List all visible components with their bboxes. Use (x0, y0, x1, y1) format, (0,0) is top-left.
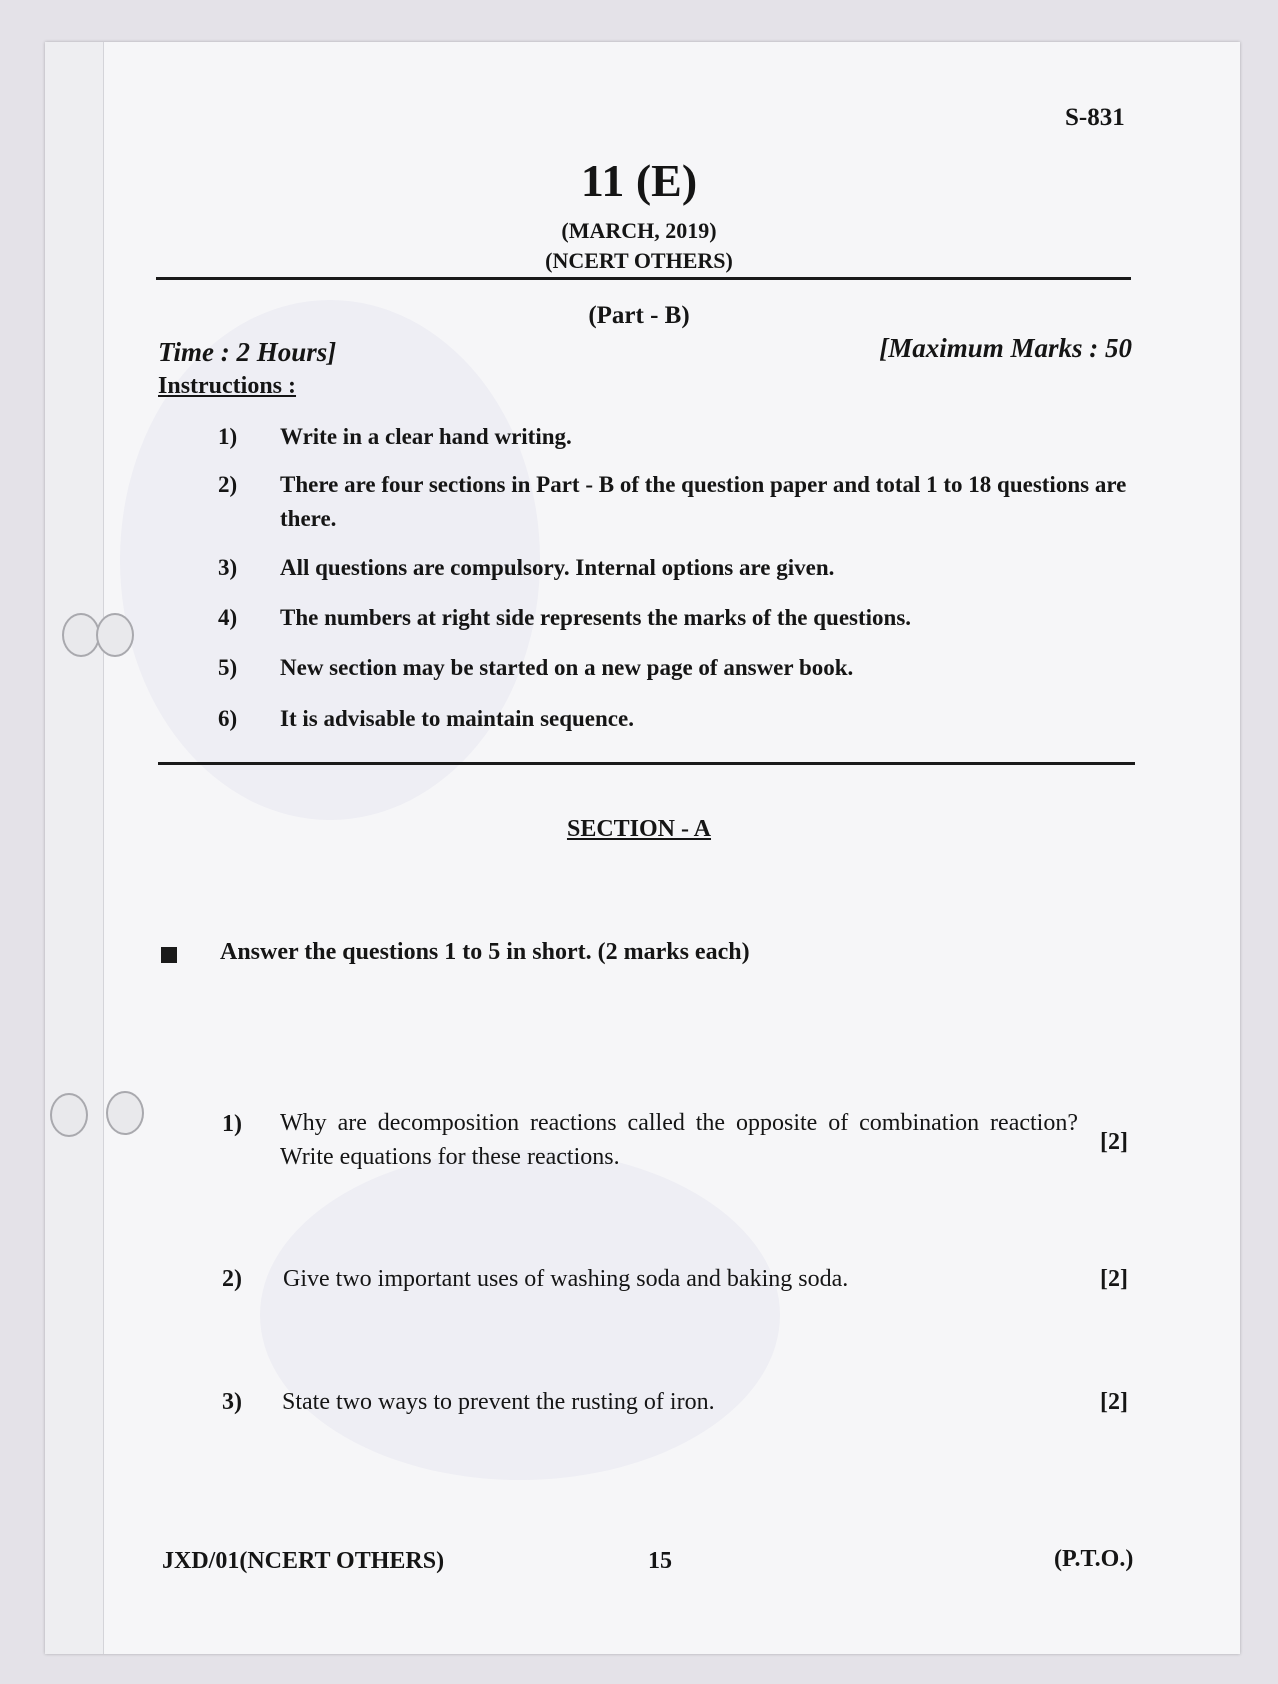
please-turn-over: (P.T.O.) (1054, 1546, 1134, 1572)
instructions-heading: Instructions : (158, 373, 297, 399)
instruction-text: New section may be started on a new page of answer book. (280, 655, 854, 680)
time-allowed: Time : 2 Hours] (158, 337, 337, 367)
instruction-number: 6) (218, 706, 238, 731)
header-divider (156, 277, 1131, 280)
question-text: Why are decomposition reactions called the opposite of combination reaction? Write equations for these reactions. (280, 1110, 1078, 1170)
exam-board: (NCERT OTHERS) (545, 248, 733, 273)
question-marks: [2] (1100, 1129, 1128, 1155)
punch-hole (106, 1091, 144, 1135)
question-text: Give two important uses of washing soda and baking soda. (283, 1266, 849, 1292)
part-label: (Part - B) (588, 302, 690, 329)
bullet-square-icon (161, 947, 177, 963)
instruction-number: 5) (218, 655, 238, 680)
page-number: 15 (648, 1548, 672, 1574)
question-text: State two ways to prevent the rusting of iron. (282, 1389, 715, 1415)
paper-code: S-831 (1065, 104, 1125, 131)
binding-strip (45, 42, 104, 1654)
punch-hole (96, 613, 134, 657)
instruction-text: There are four sections in Part - B of the question paper and total 1 to 18 questions are there. (280, 472, 1127, 531)
question-number: 2) (222, 1266, 242, 1292)
instruction-text: Write in a clear hand writing. (280, 424, 572, 449)
question-marks: [2] (1100, 1389, 1128, 1415)
instruction-number: 1) (218, 424, 238, 449)
instruction-number: 4) (218, 605, 238, 630)
question-number: 3) (222, 1389, 242, 1415)
instruction-number: 2) (218, 472, 238, 497)
instructions-divider (158, 762, 1135, 765)
exam-session: (MARCH, 2019) (561, 218, 717, 243)
instruction-number: 3) (218, 555, 238, 580)
punch-hole (62, 613, 100, 657)
instruction-text: All questions are compulsory. Internal options are given. (280, 555, 835, 580)
footer-code: JXD/01(NCERT OTHERS) (162, 1548, 445, 1574)
paper-title: 11 (E) (580, 155, 698, 206)
instruction-text: It is advisable to maintain sequence. (280, 706, 634, 731)
section-title: SECTION - A (566, 816, 712, 842)
question-marks: [2] (1100, 1266, 1128, 1292)
scan-smudge (260, 1150, 780, 1480)
question-number: 1) (222, 1111, 242, 1137)
maximum-marks: [Maximum Marks : 50 (879, 333, 1132, 363)
punch-hole (50, 1093, 88, 1137)
instruction-text: The numbers at right side represents the marks of the questions. (280, 605, 912, 630)
section-instruction: Answer the questions 1 to 5 in short. (2 marks each) (220, 939, 750, 965)
